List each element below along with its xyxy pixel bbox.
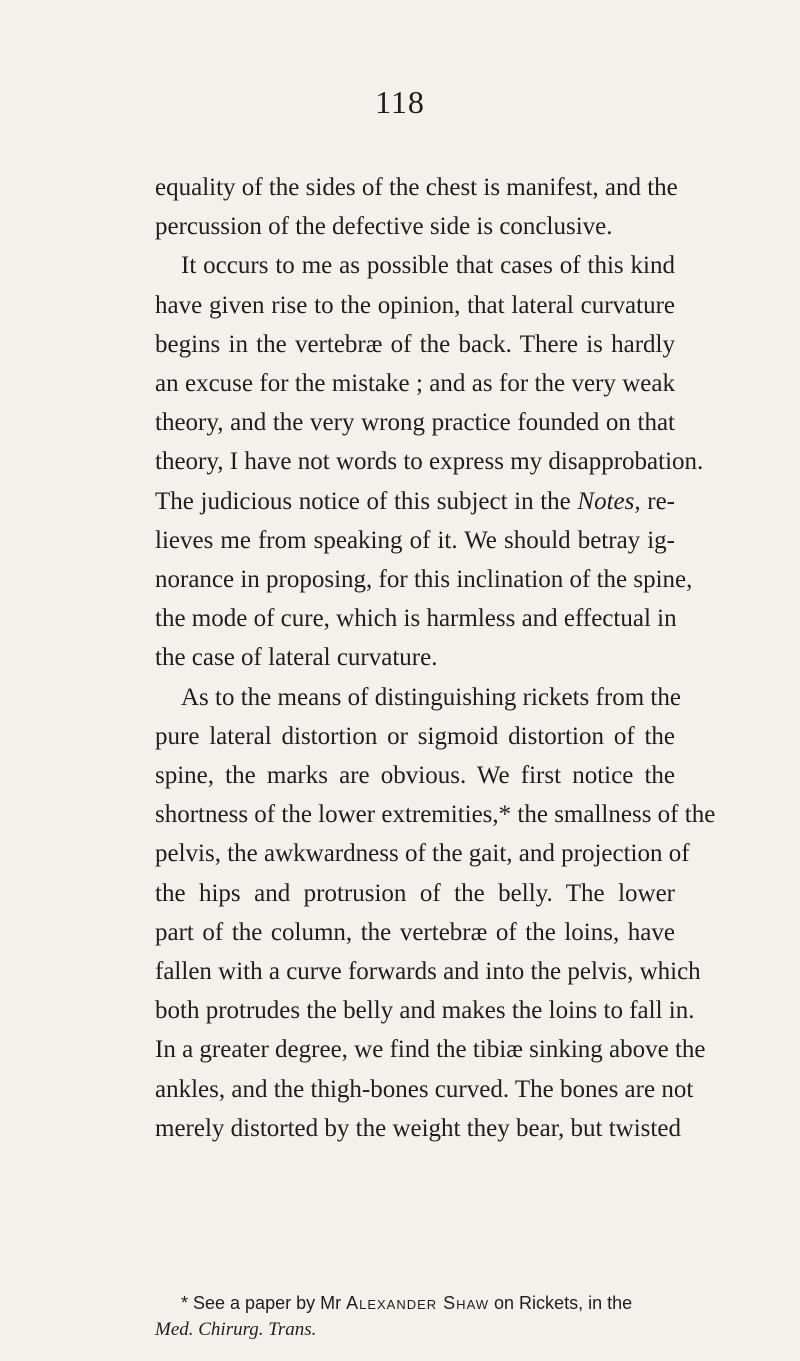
text-line: have given rise to the opinion, that lateral curvature — [155, 291, 675, 319]
text-line: begins in the vertebræ of the back. There is hardly — [155, 330, 675, 358]
footnote-prefix: * See a paper by Mr — [181, 1293, 347, 1313]
text-line: theory, I have not words to express my disapprobation. — [155, 448, 704, 476]
text-line: As to the means of distinguishing rickets from the — [181, 683, 681, 711]
text-line: equality of the sides of the chest is manifest, and the — [155, 174, 678, 201]
text-line: part of the column, the vertebræ of the loins, have — [155, 918, 675, 946]
text-line: ankles, and the thigh-bones curved. The bones are not — [155, 1075, 694, 1103]
footnote-line — [155, 1316, 675, 1343]
text-line: theory, and the very wrong practice founded on that — [155, 409, 675, 437]
text-line: It occurs to me as possible that cases of this kind — [181, 252, 675, 280]
text-line: pelvis, the awkwardness of the gait, and projection of — [155, 840, 690, 868]
text-line — [155, 482, 675, 521]
body-text — [155, 168, 716, 1148]
text-line: both protrudes the belly and makes the loins to fall in. — [155, 997, 695, 1025]
text-line: merely distorted by the weight they bear, but twisted — [155, 1114, 681, 1142]
footnote-suffix: on Rickets, in the — [489, 1293, 633, 1313]
text-line: the case of lateral curvature. — [155, 644, 438, 672]
text-segment: The judicious notice of this subject in the — [155, 487, 578, 515]
text-line: lieves me from speaking of it. We should betray ig- — [155, 526, 675, 554]
page-number: 118 — [375, 84, 425, 120]
text-segment: re- — [640, 487, 675, 515]
notes-reference: Notes, — [577, 487, 641, 515]
text-line: pure lateral distortion or sigmoid distortion of the — [155, 722, 675, 750]
footnote — [155, 1290, 675, 1343]
text-line: the hips and protrusion of the belly. The lower — [155, 879, 675, 907]
footnote-line — [155, 1290, 675, 1316]
footnote-author: Alexander Shaw — [346, 1293, 490, 1313]
text-line: fallen with a curve forwards and into the pelvis, which — [155, 958, 701, 986]
text-line: percussion of the defective side is conclusive. — [155, 213, 613, 241]
text-line: shortness of the lower extremities,* the smallness of the — [155, 801, 716, 829]
footnote-journal: Med. Chirurg. Trans. — [155, 1319, 317, 1340]
text-line: an excuse for the mistake ; and as for the very weak — [155, 370, 675, 398]
text-line: norance in proposing, for this inclination of the spine, — [155, 566, 693, 594]
text-line: spine, the marks are obvious. We first notice the — [155, 762, 675, 790]
text-line: the mode of cure, which is harmless and effectual in — [155, 605, 677, 633]
text-line: In a greater degree, we find the tibiæ sinking above the — [155, 1036, 706, 1064]
